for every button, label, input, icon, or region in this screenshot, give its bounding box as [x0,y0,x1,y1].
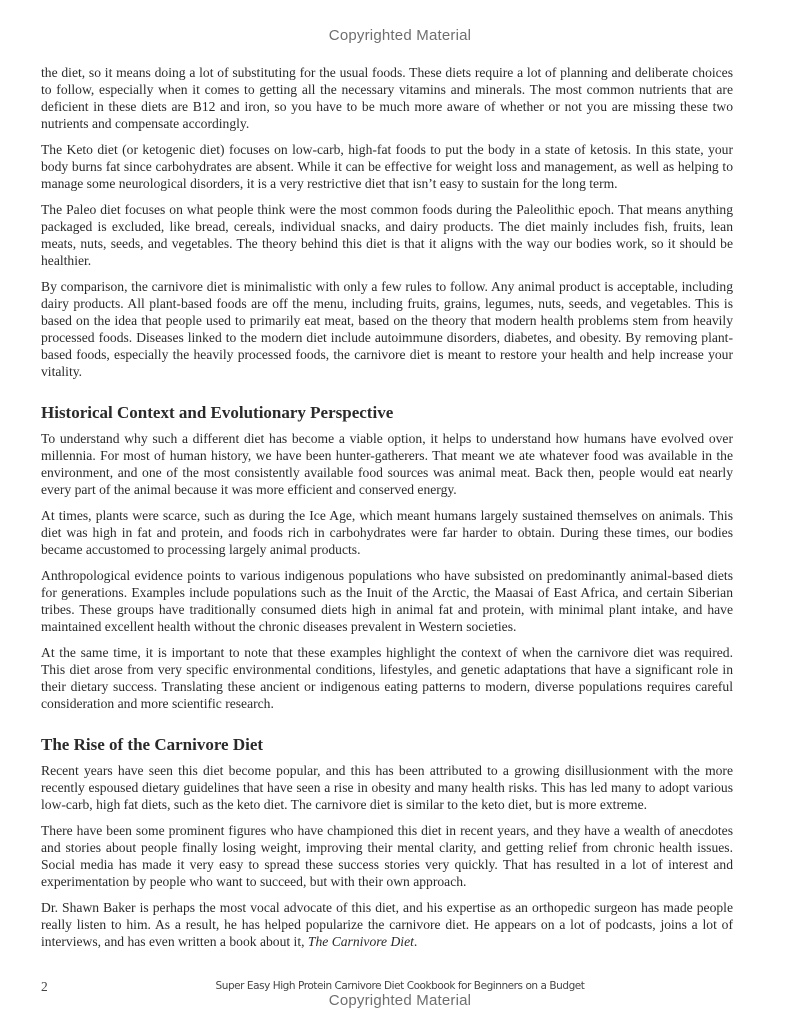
book-title: The Carnivore Diet [307,934,414,949]
paragraph-end: . [413,934,418,949]
paragraph: At times, plants were scarce, such as during the Ice Age, which meant humans largely sustained themselves on animals. This diet was high in fat and protein, and foods rich in carbohydrates were far harder to obtain. During these times, our bodies became accustomed to processing largely animal products. [41,508,733,557]
section-heading: The Rise of the Carnivore Diet [41,735,264,754]
paragraph: To understand why such a different diet has become a viable option, it helps to understand how humans have evolved over millennia. For most of human history, we have been hunter-gatherers. That meant we ate whatever food was available in the environment, and one of the most consistently available food sources was animal meat. Back then, people would eat nearly every part of the animal because it was more efficient and conserved energy. [41,431,733,497]
paragraph: The Keto diet (or ketogenic diet) focuses on low-carb, high-fat foods to put the body in a state of ketosis. In this state, your body burns fat since carbohydrates are absent. While it can be effective for weight loss and management, as well as helping to manage some neurological disorders, it is a very restrictive diet that isn’t easy to sustain for the long term. [41,142,733,191]
paragraph: There have been some prominent figures who have championed this diet in recent years, and they have a wealth of anecdotes and stories about people finally losing weight, improving their mental clarity, and getting relief from chronic health issues. Social media has made it very easy to spread these success stories very quickly. That has resulted in a lot of interest and experimentation by people who want to succeed, but with their own approach. [41,823,733,889]
paragraph: By comparison, the carnivore diet is minimalistic with only a few rules to follow. Any animal product is acceptable, including dairy products. All plant-based foods are off the menu, including fruits, grains, legumes, nuts, seeds, and vegetables. This is based on the idea that people used to primarily eat meat, based on the theory that modern health problems stem from heavily processed foods. Diseases linked to the modern diet include autoimmune disorders, diabetes, and obesity. By removing plant-based foods, especially the heavily processed foods, the carnivore diet is meant to restore your health and help increase your vitality. [41,279,733,379]
paragraph: Anthropological evidence points to various indigenous populations who have subsisted on predominantly animal-based diets for generations. Examples include populations such as the Inuit of the Arctic, the Maasai of East Africa, and certain Siberian tribes. These groups have traditionally consumed diets high in animal fat and protein, with minimal plant intake, and have maintained excellent health without the chronic diseases prevalent in Western societies. [41,568,733,634]
paragraph: the diet, so it means doing a lot of substituting for the usual foods. These diets require a lot of planning and deliberate choices to follow, especially when it comes to getting all the necessary vitamins and minerals. The most common nutrients that are deficient in these diets are B12 and iron, so you have to be much more aware of whether or not you are missing these two nutrients and compensate accordingly. [41,65,733,131]
section-historical-context [41,403,733,712]
paragraph: The Paleo diet focuses on what people think were the most common foods during the Paleolithic epoch. That means anything packaged is excluded, like bread, cereals, individual snacks, and dairy products. The diet mainly includes fish, fruits, lean meats, nuts, seeds, and vegetables. The theory behind this diet is that it aligns with the way our bodies work, so it should be healthier. [41,202,733,268]
paragraph-text: Dr. Shawn Baker is perhaps the most vocal advocate of this diet, and his expertise as an orthopedic surgeon has made people really listen to him. As a result, he has helped popularize the carnivore diet. He appears on a lot of podcasts, joins a lot of interviews, and has even written a book about it, [41,900,733,949]
section-rise-of-carnivore-diet [41,735,733,950]
running-title: Super Easy High Protein Carnivore Diet Cookbook for Beginners on a Budget [215,980,585,992]
paragraph [41,899,733,950]
page-body [41,64,733,959]
copyright-watermark-top: Copyrighted Material [328,27,472,44]
section-heading: Historical Context and Evolutionary Perspective [41,403,394,422]
paragraph: At the same time, it is important to note that these examples highlight the context of when the carnivore diet was required. This diet arose from very specific environmental conditions, lifestyles, and genetic adaptations that have a significant role in their dietary success. Translating these ancient or indigenous eating patterns to modern, diverse populations requires careful consideration and more scientific research. [41,645,733,711]
paragraph: Recent years have seen this diet become popular, and this has been attributed to a growing disillusionment with the more recently espoused dietary guidelines that have seen a rise in obesity and many health risks. This has led many to adopt various low-carb, high fat diets, such as the keto diet. The carnivore diet is similar to the keto diet, but is more extreme. [41,763,733,812]
copyright-watermark-bottom: Copyrighted Material [328,992,472,1009]
page-number: 2 [41,979,48,994]
